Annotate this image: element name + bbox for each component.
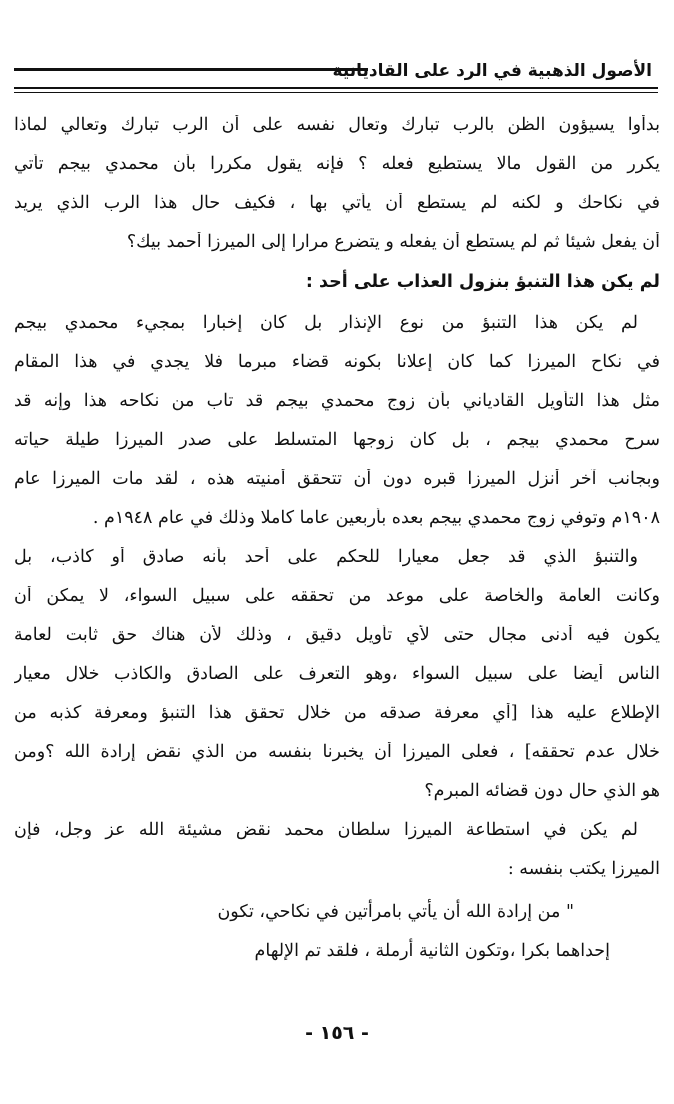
text-line: سرح محمدي بيجم ، بل كان زوجها المتسلط على صدر الميرزا طيلة حياته: [14, 430, 660, 450]
quote-line: إحداهما بكرا ،وتكون الثانية أرملة ، فلقد تم الإلهام: [254, 941, 610, 961]
quote-line: " من إرادة الله أن يأتي بامرأتين في نكاحي، تكون: [217, 902, 574, 922]
text-line: والتنبؤ الذي قد جعل معيارا للحكم على أحد بأنه صادق أو كاذب، بل: [14, 547, 638, 567]
text-line: ١٩٠٨م وتوفي زوج محمدي بيجم بعده بأربعين عاما كاملا وذلك في عام ١٩٤٨م .: [92, 508, 660, 528]
text-line: مثل هذا التأويل القادياني بأن زوج محمدي بيجم قد تاب من نكاحه هذا وإنه قد: [14, 391, 660, 411]
text-line: الإطلاع عليه هذا [أي معرفة صدقه من خلال تحقق هذا التنبؤ ومعرفة كذبه من: [14, 703, 660, 723]
text-line: لم يكن في استطاعة الميرزا سلطان محمد نقض مشيئة الله عز وجل، فإن: [14, 820, 638, 840]
running-header-title: الأصول الذهبية في الرد على القاديانية: [332, 61, 652, 81]
text-line: بدأوا يسيؤون الظن بالرب تبارك وتعال نفسه على أن الرب تبارك وتعالي لماذا: [14, 115, 660, 135]
text-line: خلال عدم تحققه] ، فعلى الميرزا أن يخبرنا بنفسه من الذي نقض إرادة الله ؟ومن: [14, 742, 660, 762]
header-rule-double: [14, 87, 658, 89]
text-line: وبجانب آخر أنزل الميرزا قبره دون أن تتحقق أمنيته هذه ، لقد مات الميرزا عام: [14, 469, 660, 489]
text-line: الناس أيضا على سبيل السواء ،وهو التعرف على الصادق والكاذب خلال معيار: [14, 664, 660, 684]
text-line: الميرزا يكتب بنفسه :: [507, 859, 660, 879]
text-line: وكانت العامة والخاصة على موعد من تحققه على سبيل السواء، لا يمكن أن: [14, 586, 660, 606]
text-line: أن يفعل شيئا ثم لم يستطع أن يفعله و يتضرع مرارا إلى الميرزا أحمد بيك؟: [126, 232, 660, 252]
text-line: يكون فيه أدنى مجال حتى لأي تأويل دقيق ، وذلك لأن هناك حق ثابت لعامة: [14, 625, 660, 645]
header-rule-short: [14, 68, 368, 71]
text-line: في نكاح الميرزا كما كان إعلانا بكونه قضاء مبرما فلا يجدي في هذا المقام: [14, 352, 660, 372]
text-line: هو الذي حال دون قضائه المبرم؟: [424, 781, 660, 801]
page-number: - ١٥٦ -: [305, 1022, 369, 1044]
text-line: لم يكن هذا التنبؤ من نوع الإنذار بل كان إخبارا بمجيء محمدي بيجم: [14, 313, 638, 333]
text-line: في نكاحك و لكنه لم يستطع أن يأتي بها ، فكيف حال هذا الرب الذي يريد: [14, 193, 660, 213]
section-heading: لم يكن هذا التنبؤ بنزول العذاب على أحد :: [305, 272, 660, 292]
text-line: يكرر من القول مالا يستطيع فعله ؟ فإنه يقول مكررا بأن محمدي بيجم تأتي: [14, 154, 660, 174]
